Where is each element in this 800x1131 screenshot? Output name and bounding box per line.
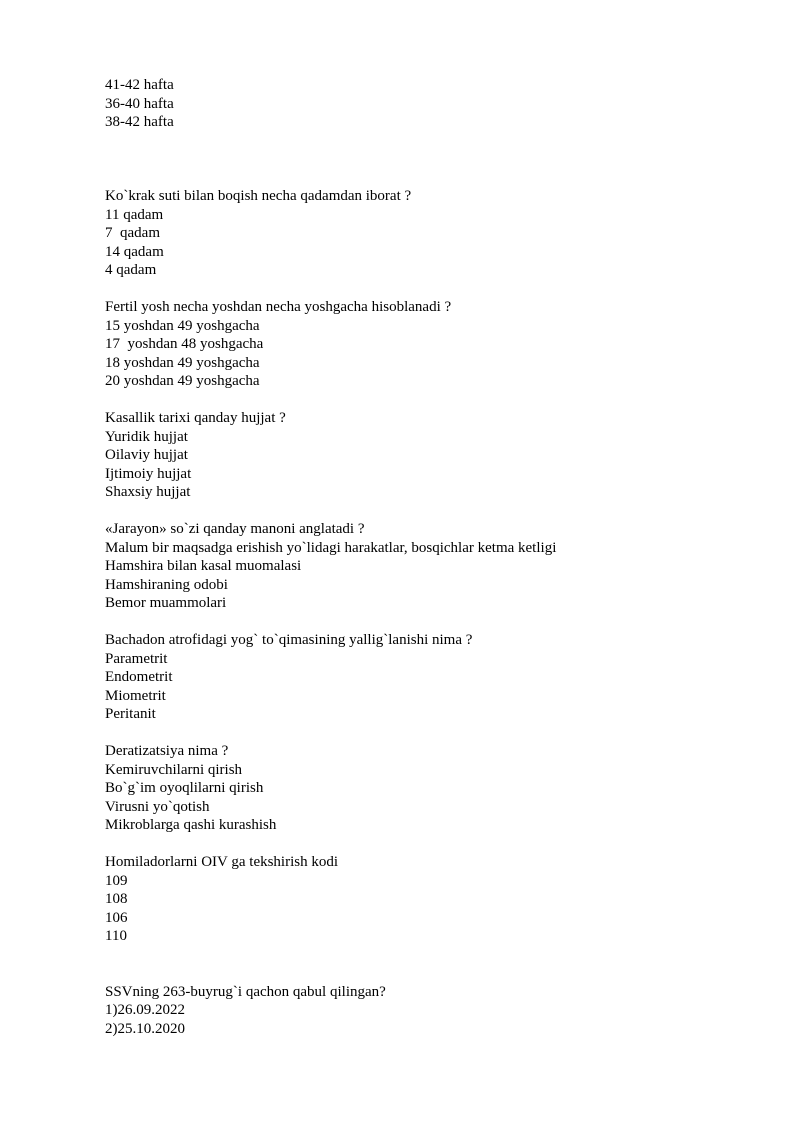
question-text: Fertil yosh necha yoshdan necha yoshgacha hisoblanadi ? [105,299,452,315]
question-text: Homiladorlarni OIV ga tekshirish kodi [105,854,339,870]
question-text: Kasallik tarixi qanday hujjat ? [105,410,286,426]
question-block-2 [105,298,745,391]
option-line: Miometrit [105,687,166,704]
option-line: Oilaviy hujjat [105,447,188,463]
option-line: 36-40 hafta [105,95,174,112]
option-line: Hamshiraning odobi [105,576,228,593]
option-line: 20 yoshdan 49 yoshgacha [105,373,260,389]
option-line: Malum bir maqsadga erishish yo`lidagi harakatlar, bosqichlar ketma ketligi [105,539,557,556]
question-block-8 [105,983,745,1039]
option-line: Hamshira bilan kasal muomalasi [105,558,302,574]
option-line: 4 qadam [105,262,157,278]
option-line: 11 qadam [105,206,164,223]
question-text: Bachadon atrofidagi yog` to`qimasining yallig`lanishi nima ? [105,632,473,648]
question-text: Deratizatsiya nima ? [105,743,229,759]
option-line: 14 qadam [105,243,164,260]
option-line: 1)26.09.2022 [105,1002,185,1018]
question-block-4 [105,520,745,613]
question-text: SSVning 263-buyrug`i qachon qabul qilingan? [105,983,386,1000]
option-line: 108 [105,891,128,907]
question-text: Ko`krak suti bilan boqish necha qadamdan iborat ? [105,188,412,204]
question-text: «Jarayon» so`zi qanday manoni anglatadi ? [105,521,365,537]
question-block-1 [105,187,745,280]
option-line: Shaxsiy hujjat [105,484,191,500]
question-block-5 [105,631,745,724]
option-line: 106 [105,909,128,926]
document-content [105,76,745,1038]
top-options-block [105,76,745,132]
option-line: Peritanit [105,706,156,722]
option-line: 38-42 hafta [105,114,174,130]
option-line: 15 yoshdan 49 yoshgacha [105,317,260,334]
option-line: Bemor muammolari [105,595,227,611]
option-line: Endometrit [105,669,173,685]
option-line: Kemiruvchilarni qirish [105,761,243,778]
question-block-6 [105,742,745,835]
option-line: 41-42 hafta [105,77,174,93]
option-line: 109 [105,872,128,889]
option-line: Ijtimoiy hujjat [105,465,192,482]
option-line: Yuridik hujjat [105,428,188,445]
question-block-3 [105,409,745,502]
option-line: Virusni yo`qotish [105,798,210,815]
option-line: Bo`g`im oyoqlilarni qirish [105,780,264,796]
option-line: 110 [105,928,127,944]
question-block-7 [105,853,745,946]
option-line: 2)25.10.2020 [105,1020,185,1037]
option-line: 7 qadam [105,225,160,241]
option-line: Parametrit [105,650,168,667]
option-line: Mikroblarga qashi kurashish [105,817,277,833]
option-line: 17 yoshdan 48 yoshgacha [105,336,264,352]
option-line: 18 yoshdan 49 yoshgacha [105,354,260,371]
